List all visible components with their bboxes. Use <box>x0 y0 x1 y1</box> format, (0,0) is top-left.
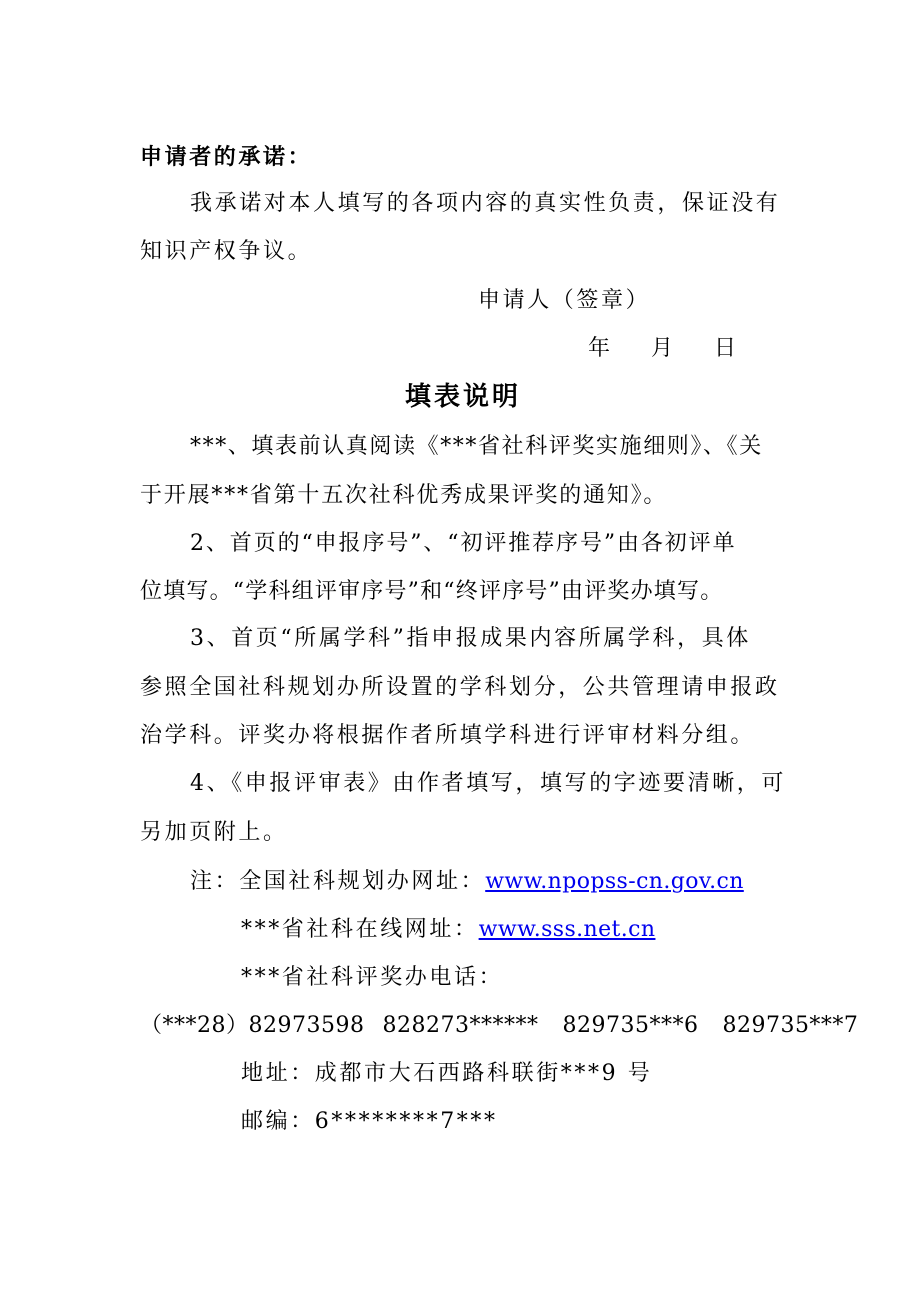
provincial-website-link[interactable]: www.sss.net.cn <box>478 917 656 942</box>
date-line: 年 月 日 <box>588 336 739 361</box>
instruction-2-line-2: 位填写。“学科组评审序号”和“终评序号”由评奖办填写。 <box>140 579 724 604</box>
phone-number: （***28）82973598 <box>140 1013 365 1038</box>
instruction-3-line-3: 治学科。评奖办将根据作者所填学科进行评审材料分组。 <box>140 723 756 748</box>
national-website-link[interactable]: www.npopss-cn.gov.cn <box>485 869 744 894</box>
pledge-text-line-2: 知识产权争议。 <box>140 239 313 264</box>
phone-number: 829735***6 <box>562 1013 699 1038</box>
address-line: 地址：成都市大石西路科联街***9 号 <box>241 1061 653 1086</box>
instruction-3-line-1: 3、首页“所属学科”指申报成果内容所属学科，具体 <box>190 626 751 651</box>
signature-label: 申请人（签章） <box>478 288 651 313</box>
instruction-3-line-2: 参照全国社科规划办所设置的学科划分，公共管理请申报政 <box>140 675 780 700</box>
instruction-2-line-1: 2、首页的“申报序号”、“初评推荐序号”由各初评单 <box>190 531 737 556</box>
pledge-text-line-1: 我承诺对本人填写的各项内容的真实性负责，保证没有 <box>190 191 781 216</box>
instructions-title: 填表说明 <box>405 382 522 412</box>
note-national-row <box>190 867 744 897</box>
instruction-4-line-2: 另加页附上。 <box>140 820 288 845</box>
instruction-1-line-2: 于开展***省第十五次社科优秀成果评奖的通知》。 <box>140 483 668 508</box>
instruction-4-line-1: 4、《申报评审表》由作者填写，填写的字迹要清晰，可 <box>190 771 786 796</box>
instruction-1-line-1: ***、填表前认真阅读《***省社科评奖实施细则》、《关 <box>190 434 763 459</box>
phone-number: 829735***7 <box>722 1013 859 1038</box>
note-phone-label: ***省社科评奖办电话： <box>241 965 504 990</box>
pledge-heading: 申请者的承诺： <box>140 144 313 170</box>
phone-number: 828273****** <box>382 1013 539 1038</box>
postcode-line: 邮编：6********7*** <box>241 1109 498 1134</box>
note-national-label: 注：全国社科规划办网址： <box>190 869 486 894</box>
note-provincial-label: ***省社科在线网址： <box>241 917 479 942</box>
note-provincial-row <box>241 915 655 945</box>
phone-numbers <box>140 1011 858 1041</box>
